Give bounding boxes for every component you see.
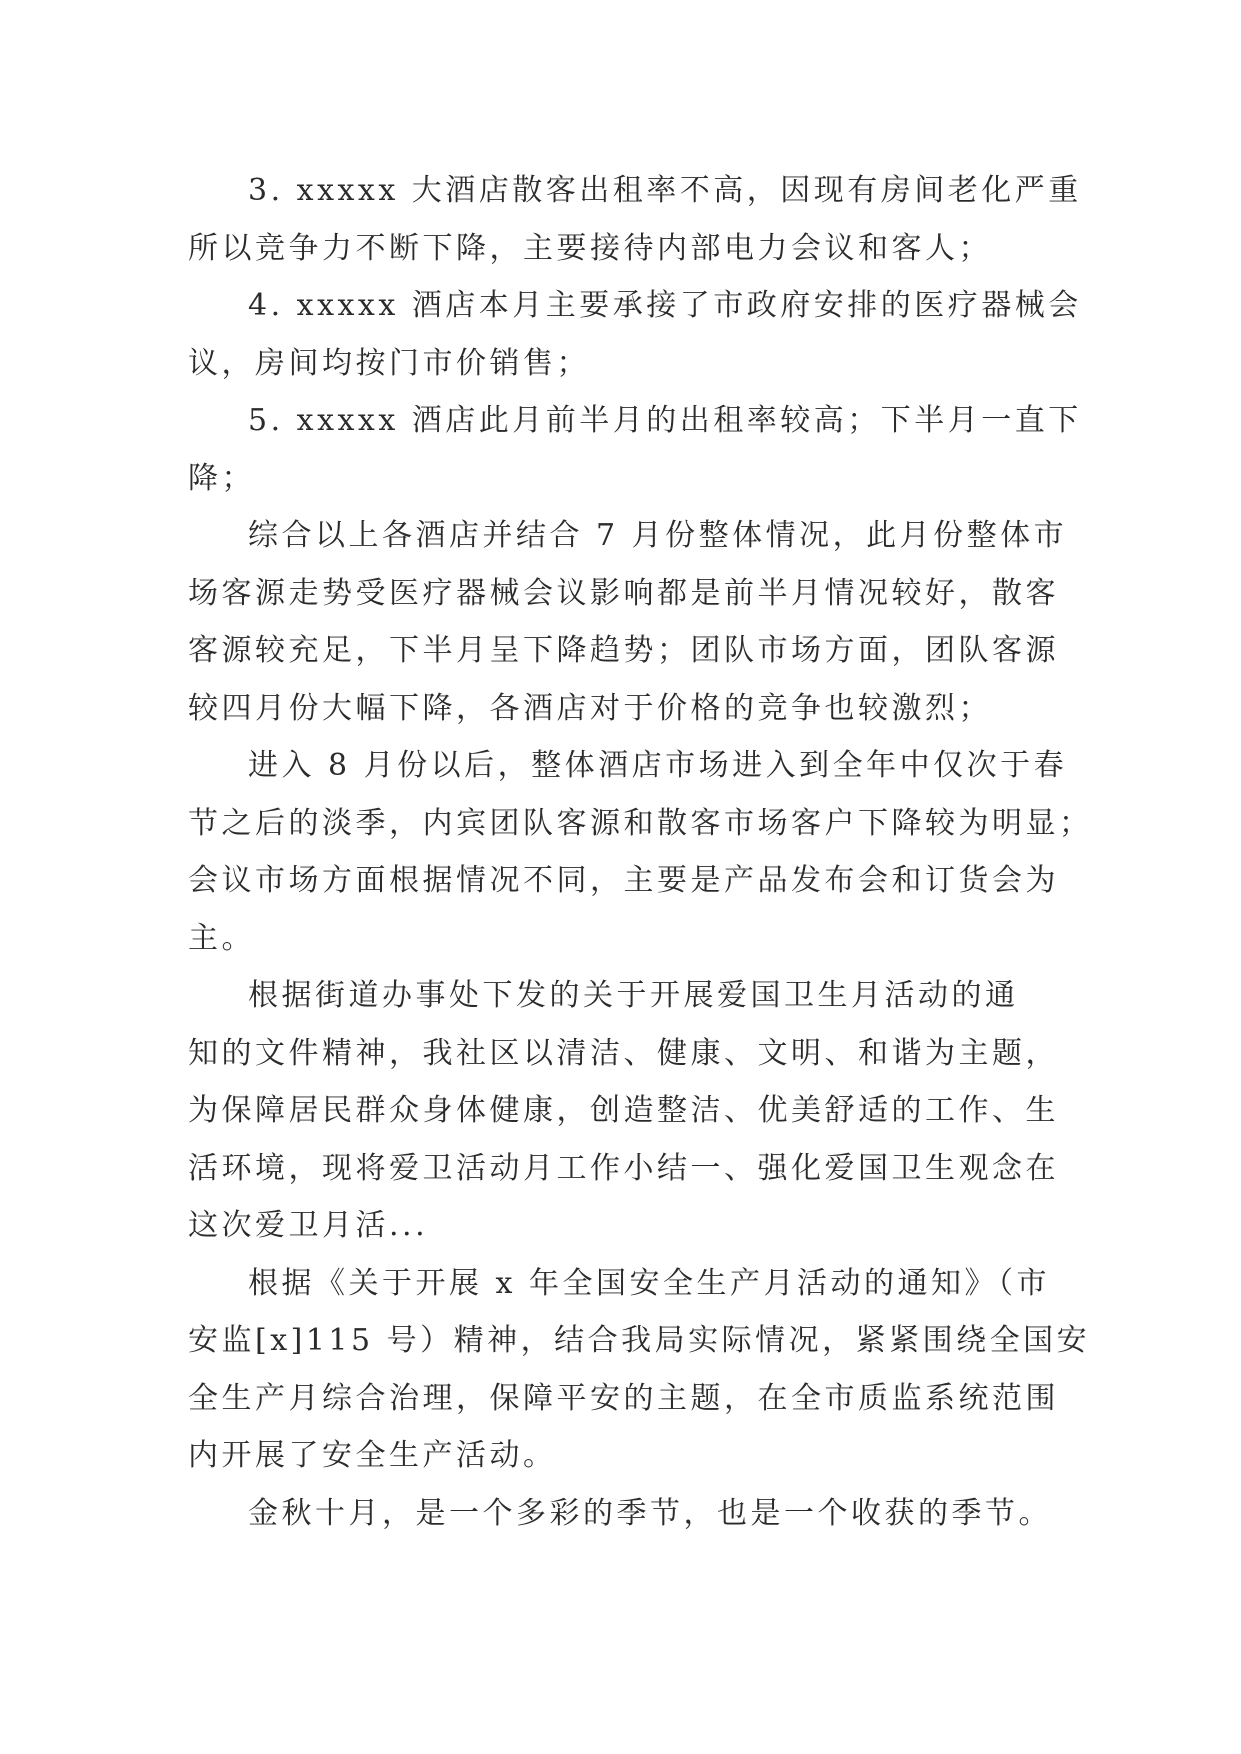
text-line: 全生产月综合治理，保障平安的主题，在全市质监系统范围 [188,1380,1059,1416]
text-line: 场客源走势受医疗器械会议影响都是前半月情况较好，散客 [188,575,1059,611]
text-line: 降； [188,460,255,496]
text-line: 活环境，现将爱卫活动月工作小结一、强化爱国卫生观念在 [188,1150,1059,1186]
paragraph-summary [188,507,1068,737]
text-line: 较四月份大幅下降，各酒店对于价格的竞争也较激烈； [188,690,992,726]
text-line: 为保障居民群众身体健康，创造整洁、优美舒适的工作、生 [188,1093,1059,1128]
text-line: 根据《关于开展 x 年全国安全生产月活动的通知》（市 [248,1265,1050,1301]
text-line: 5. xxxxx 酒店此月前半月的出租率较高；下半月一直下 [248,403,1082,438]
text-line: 主。 [188,920,255,956]
text-line: 4. xxxxx 酒店本月主要承接了市政府安排的医疗器械会 [248,288,1082,323]
text-line: 所以竞争力不断下降，主要接待内部电力会议和客人； [188,230,992,266]
paragraph-hotel-5 [188,392,1082,507]
text-line: 综合以上各酒店并结合 7 月份整体情况，此月份整体市 [248,518,1068,553]
paragraph-august [188,737,1093,967]
text-line: 进入 8 月份以后，整体酒店市场进入到全年中仅次于春 [248,748,1068,783]
text-line: 这次爱卫月活... [188,1208,429,1243]
text-line: 安监[x]115 号）精神，结合我局实际情况，紧紧围绕全国安 [188,1323,1091,1358]
text-line: 内开展了安全生产活动。 [188,1438,557,1473]
paragraph-health-month [188,967,1068,1255]
text-line: 客源较充足，下半月呈下降趋势；团队市场方面，团队客源 [188,633,1059,668]
text-line: 会议市场方面根据情况不同，主要是产品发布会和订货会为 [188,863,1059,898]
text-line: 3. xxxxx 大酒店散客出租率不高，因现有房间老化严重 [248,173,1082,208]
text-line: 议，房间均按门市价销售； [188,345,590,381]
text-line: 金秋十月，是一个多彩的季节，也是一个收获的季节。 [248,1495,1052,1531]
text-line: 节之后的淡季，内宾团队客源和散客市场客户下降较为明显； [188,805,1093,841]
paragraph-october [188,1485,1068,1543]
paragraph-safety-month [188,1255,1091,1485]
document-body [188,162,1093,1542]
paragraph-hotel-3 [188,162,1082,277]
text-line: 根据街道办事处下发的关于开展爱国卫生月活动的通 [248,978,1019,1013]
paragraph-hotel-4 [188,277,1082,392]
text-line: 知的文件精神，我社区以清洁、健康、文明、和谐为主题， [188,1035,1059,1071]
